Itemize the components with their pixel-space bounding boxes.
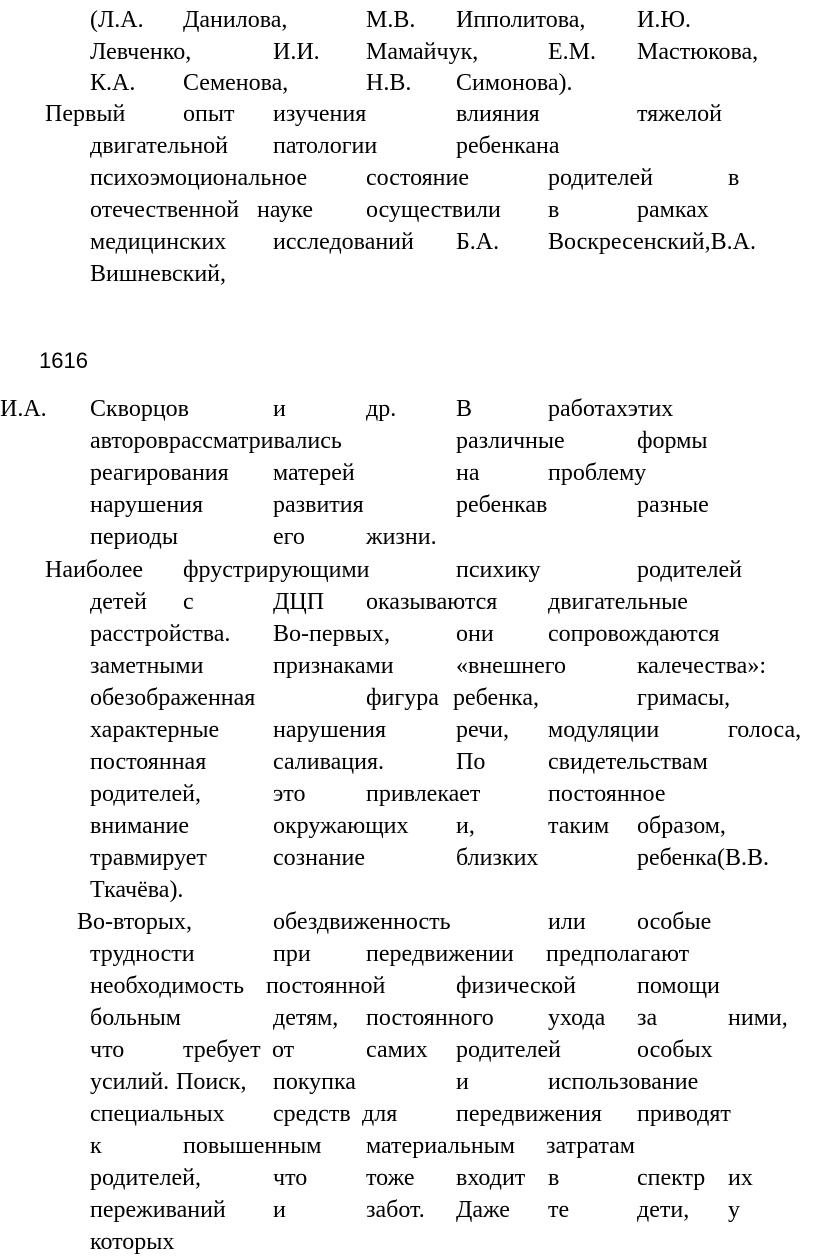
text-word: сопровождаются	[548, 621, 720, 647]
text-word: Мастюкова,	[637, 39, 759, 65]
text-word: «внешнего	[456, 653, 567, 679]
text-word: ними,	[728, 1005, 788, 1031]
text-word: Б.А.	[456, 229, 500, 255]
text-word: Вишневский,	[90, 261, 227, 287]
text-word: в	[548, 197, 560, 223]
text-word: в	[548, 1165, 560, 1191]
text-word: нарушения	[90, 492, 204, 518]
text-word: осуществили	[366, 197, 501, 223]
text-word: особых	[637, 1037, 713, 1063]
text-word: М.В.	[366, 7, 416, 33]
text-word: усилий.	[90, 1069, 170, 1095]
text-word: таким	[548, 813, 610, 839]
text-word: Данилова,	[183, 7, 288, 33]
text-word: др.	[366, 396, 397, 422]
text-word: науке	[257, 197, 313, 223]
text-word: Скворцов	[90, 396, 190, 422]
text-word: те	[548, 1197, 570, 1223]
text-word: родителей	[548, 165, 653, 191]
text-word: состояние	[366, 165, 469, 191]
text-word: речи,	[456, 717, 509, 743]
text-word: Во-первых,	[273, 621, 390, 647]
text-word: рамках	[637, 197, 709, 223]
text-word: формы	[637, 428, 708, 454]
text-word: требует	[183, 1037, 261, 1063]
text-word: травмирует	[90, 845, 207, 871]
text-word: ДЦП	[273, 589, 325, 615]
text-word: родителей	[456, 1037, 561, 1063]
text-word: двигательные	[548, 589, 688, 615]
text-word: Левченко,	[90, 39, 192, 65]
text-word: ребенкана	[456, 133, 560, 159]
text-word: дети,	[637, 1197, 690, 1223]
text-word: входит	[456, 1165, 526, 1191]
text-word: родителей,	[90, 1165, 201, 1191]
text-word: необходимость	[90, 973, 245, 999]
text-word: Семенова,	[183, 70, 289, 96]
text-word: психику	[456, 557, 541, 583]
text-word: постоянного	[366, 1005, 494, 1031]
text-word: и	[456, 1069, 469, 1095]
text-word: передвижения	[456, 1101, 602, 1127]
text-word: исследований	[273, 229, 414, 255]
text-word: Во-вторых,	[77, 909, 193, 935]
text-word: с	[183, 589, 194, 615]
text-word: обезображенная	[90, 685, 256, 711]
text-word: при	[273, 941, 311, 967]
page-number: 1616	[39, 348, 88, 373]
text-word: и	[273, 1197, 286, 1223]
text-word: матерей	[273, 460, 355, 486]
text-word: тоже	[366, 1165, 415, 1191]
text-word: физической	[456, 973, 576, 999]
text-word: за	[637, 1005, 658, 1031]
text-word: к	[90, 1133, 102, 1159]
text-word: и	[273, 396, 286, 422]
text-word: переживаний	[90, 1197, 226, 1223]
text-word: особые	[637, 909, 712, 935]
text-word: трудности	[90, 941, 195, 967]
text-word: гримасы,	[637, 685, 731, 711]
text-word: ребенка,	[453, 685, 539, 711]
text-word: (Л.А.	[90, 7, 144, 33]
text-word: приводят	[637, 1101, 731, 1127]
text-word: характерные	[90, 717, 220, 743]
text-word: для	[362, 1101, 398, 1127]
text-word: предполагают	[546, 941, 690, 967]
text-word: Н.В.	[366, 70, 412, 96]
text-word: реагирования	[90, 460, 229, 486]
text-word: родителей	[637, 557, 742, 583]
text-word: периоды	[90, 524, 178, 550]
text-word: модуляции	[548, 717, 660, 743]
text-word: жизни.	[366, 524, 437, 550]
text-word: постоянная	[90, 749, 207, 775]
text-word: что	[90, 1037, 125, 1063]
text-word: у	[728, 1197, 740, 1223]
text-word: голоса,	[728, 717, 802, 743]
text-word: детей	[90, 589, 147, 615]
text-word: что	[273, 1165, 308, 1191]
text-word: детям,	[273, 1005, 339, 1031]
text-word: спектр	[637, 1165, 706, 1191]
text-word: которых	[90, 1229, 175, 1255]
text-word: от	[272, 1037, 295, 1063]
text-word: Наиболее	[45, 557, 144, 583]
text-word: признаками	[273, 653, 394, 679]
text-word: Первый	[45, 101, 126, 127]
text-word: нарушения	[273, 717, 387, 743]
text-word: работахэтих	[548, 396, 674, 422]
text-word: обездвиженность	[273, 909, 451, 935]
text-word: медицинских	[90, 229, 227, 255]
text-word: на	[456, 460, 480, 486]
text-word: двигательной	[90, 133, 229, 159]
text-word: Воскресенский,В.А.	[548, 229, 756, 255]
text-word: заметными	[90, 653, 204, 679]
text-word: изучения	[273, 101, 367, 127]
text-word: внимание	[90, 813, 190, 839]
text-word: саливация.	[273, 749, 385, 775]
text-word: оказываются	[366, 589, 498, 615]
text-word: затратам	[546, 1133, 635, 1159]
text-word: калечества»:	[637, 653, 766, 679]
text-word: расстройства.	[90, 621, 231, 647]
text-word: покупка	[273, 1069, 356, 1095]
text-word: средств	[273, 1101, 351, 1127]
text-word: развития	[273, 492, 364, 518]
text-word: ребенкав	[456, 492, 548, 518]
text-word: тяжелой	[637, 101, 722, 127]
text-word: использование	[548, 1069, 699, 1095]
text-word: Ипполитова,	[456, 7, 586, 33]
text-word: ребенка(В.В.	[637, 845, 769, 871]
text-word: они	[456, 621, 494, 647]
text-word: родителей,	[90, 781, 201, 807]
text-word: фрустрирующими	[183, 557, 370, 583]
text-word: сознание	[273, 845, 365, 871]
text-word: постоянное	[548, 781, 666, 807]
text-word: И.Ю.	[637, 7, 691, 33]
text-word: их	[728, 1165, 753, 1191]
text-word: фигура	[366, 685, 439, 711]
text-word: в	[728, 165, 740, 191]
text-word: забот.	[366, 1197, 425, 1223]
text-word: проблему	[548, 460, 647, 486]
text-word: отечественной	[90, 197, 240, 223]
text-word: передвижении	[366, 941, 514, 967]
text-word: больным	[90, 1005, 181, 1031]
text-word: В	[456, 396, 473, 422]
text-word: свидетельствам	[548, 749, 708, 775]
text-word: И.И.	[273, 39, 320, 65]
text-word: материальным	[366, 1133, 515, 1159]
text-word: опыт	[183, 101, 235, 127]
text-word: Поиск,	[176, 1069, 247, 1095]
text-word: самих	[366, 1037, 428, 1063]
text-word: специальных	[90, 1101, 225, 1127]
text-word: различные	[456, 428, 565, 454]
text-word: разные	[637, 492, 709, 518]
text-word: это	[273, 781, 306, 807]
text-word: Симонова).	[456, 70, 573, 96]
text-word: По	[456, 749, 486, 775]
text-word: повышенным	[183, 1133, 322, 1159]
text-word: И.А.	[0, 396, 47, 422]
text-word: ухода	[548, 1005, 606, 1031]
text-word: его	[273, 524, 305, 550]
text-word: окружающих	[273, 813, 409, 839]
text-word: Мамайчук,	[366, 39, 479, 65]
text-word: близких	[456, 845, 539, 871]
text-word: автороврассматривались	[90, 428, 342, 454]
text-word: Даже	[456, 1197, 510, 1223]
text-word: привлекает	[366, 781, 481, 807]
text-word: патологии	[273, 133, 378, 159]
text-word: Ткачёва).	[90, 877, 184, 903]
text-word: Е.М.	[548, 39, 596, 65]
text-word: и,	[456, 813, 475, 839]
text-word: образом,	[637, 813, 726, 839]
text-word: К.А.	[90, 70, 136, 96]
text-word: помощи	[637, 973, 720, 999]
text-word: психоэмоциональное	[90, 165, 308, 191]
text-word: влияния	[456, 101, 540, 127]
text-word: постоянной	[266, 973, 386, 999]
text-word: или	[548, 909, 586, 935]
